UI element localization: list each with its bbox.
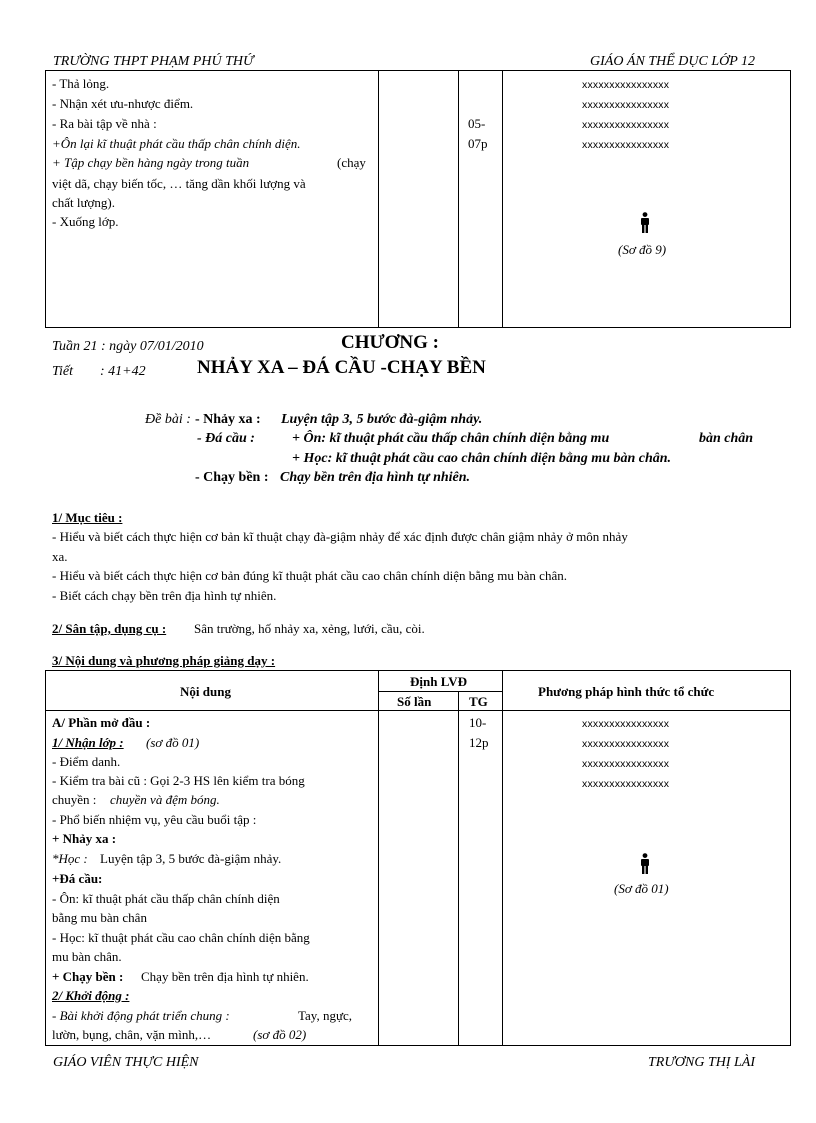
time-cell: 05- [468,116,486,131]
week-date: Tuần 21 : ngày 07/01/2010 [52,339,204,354]
homework-item-2-line3: chất lượng). [52,195,116,210]
content-heading: 3/ Nội dung và phương pháp giảng dạy : [52,653,276,668]
run-text: Chạy bền trên địa hình tự nhiên. [141,969,309,984]
topics-intro: Đề bài : [145,412,191,427]
learn-item: - Học: kĩ thuật phát cầu cao chân chính diện bằng [52,930,310,945]
school-name: TRƯỜNG THPT PHẠM PHÚ THỨ [53,54,254,69]
learn-text: Luyện tập 3, 5 bước đà-giậm nhảy. [100,851,282,866]
learn-label: *Học : [52,851,88,866]
teacher-icon [639,212,651,234]
homework-item-1: +Ôn lại kĩ thuật phát cầu thấp chân chính diện. [52,136,301,151]
equipment-text: Sân trường, hố nhảy xa, xẻng, lưới, cầu, còi. [194,621,425,636]
announce-tasks: - Phổ biến nhiệm vụ, yêu cầu buổi tập : [52,812,257,827]
warmup-exercise-2: lườn, bụng, chân, vặn mình,… [52,1027,212,1042]
part-a-heading: A/ Phần mở đầu : [52,715,151,730]
footer-teacher-label: GIÁO VIÊN THỰC HIỆN [53,1055,199,1070]
relax-line: - Thả lỏng. [52,76,110,91]
formation-row: xxxxxxxxxxxxxxxx [582,778,670,790]
objective-line: - Hiểu và biết cách thực hiện cơ bản kĩ thuật chạy đà-giậm nhảy để xác định được chân giậm nhảy ở môn nhảy [52,529,628,544]
column-header-reps: Số lần [397,694,432,709]
diagram-label: (Sơ đồ 01) [614,881,669,896]
formation-row: xxxxxxxxxxxxxxxx [582,119,670,131]
formation-row: xxxxxxxxxxxxxxxx [582,718,670,730]
objectives-heading: 1/ Mục tiêu : [52,510,123,525]
period-label: Tiết [52,364,74,379]
time-cell-2: 12p [469,735,489,750]
learn-item-2: mu bàn chân. [52,949,122,964]
document-title: GIÁO ÁN THỂ DỤC LỚP 12 [590,54,756,69]
review-item-2: bằng mu bàn chân [52,910,147,925]
shuttle-label: - Đá cầu : [197,431,255,446]
period-number: : 41+42 [100,364,146,379]
header-rule [45,70,791,71]
formation-row: xxxxxxxxxxxxxxxx [582,79,670,91]
homework-line: - Ra bài tập về nhà : [52,116,157,131]
diagram-label: (Sơ đồ 9) [618,242,667,257]
review-item: - Ôn: kĩ thuật phát cầu thấp chân chính diện [52,891,280,906]
time-cell-2: 07p [468,136,488,151]
run-label: - Chạy bền : [195,470,269,485]
homework-item-2-line2: việt dã, chạy biến tốc, … tăng dần khối lượng và [52,176,306,191]
homework-item-2: + Tập chạy bền hàng ngày trong tuần [52,155,250,170]
receive-class-label: 1/ Nhận lớp : [52,735,124,750]
dismiss-line: - Xuống lớp. [52,214,119,229]
run-text: Chạy bền trên địa hình tự nhiên. [280,470,471,485]
warmup-heading: 2/ Khởi động : [52,988,130,1003]
formation-row: xxxxxxxxxxxxxxxx [582,758,670,770]
check-old-lesson-2: chuyền : [52,792,97,807]
warmup-exercise-cont: Tay, ngực, [298,1008,353,1023]
time-cell: 10- [469,715,487,730]
shuttle-section: +Đá cầu: [52,871,103,886]
column-header-content: Nội dung [180,684,231,699]
chapter-heading: CHƯƠNG : [341,332,439,353]
warmup-exercise: - Bài khởi động phát triển chung : [52,1008,230,1023]
run-section: + Chạy bền : [52,969,124,984]
shuttle-learn: + Học: kĩ thuật phát cầu cao chân chính diện bằng mu bàn chân. [292,451,672,466]
column-header-time: TG [469,694,488,709]
check-old-lesson-2-italic: chuyền và đệm bóng. [110,792,220,807]
formation-row: xxxxxxxxxxxxxxxx [582,738,670,750]
warmup-diagram-ref: (sơ đồ 02) [253,1027,307,1042]
objective-line: - Biết cách chạy bền trên địa hình tự nhiên. [52,588,277,603]
formation-row: xxxxxxxxxxxxxxxx [582,139,670,151]
teacher-icon [639,853,651,875]
footer-teacher-name: TRƯƠNG THỊ LÀI [648,1055,756,1070]
shuttle-review: + Ôn: kĩ thuật phát cầu thấp chân chính diện bằng mu [292,431,610,446]
equipment-heading: 2/ Sân tập, dụng cụ : [52,621,167,636]
column-header-method: Phương pháp hình thức tổ chức [538,684,715,699]
column-header-dose: Định LVĐ [410,674,467,689]
shuttle-review-end: bàn chân [699,431,754,446]
review-line: - Nhận xét ưu-nhược điểm. [52,96,194,111]
roll-call: - Điểm danh. [52,754,121,769]
jump-label: - Nhảy xa : [195,412,261,427]
jump-text: Luyện tập 3, 5 bước đà-giậm nhảy. [281,412,483,427]
lesson-title: NHẢY XA – ĐÁ CẦU -CHẠY BỀN [197,357,486,378]
homework-item-2-cont: (chạy [337,155,366,170]
check-old-lesson: - Kiểm tra bài cũ : Gọi 2-3 HS lên kiểm tra bóng [52,773,305,788]
formation-row: xxxxxxxxxxxxxxxx [582,99,670,111]
objective-line: xa. [52,549,68,564]
objective-line: - Hiểu và biết cách thực hiện cơ bản đúng kĩ thuật phát cầu cao chân chính diện bằng mu bàn chân. [52,568,567,583]
receive-class-diagram: (sơ đồ 01) [146,735,200,750]
jump-section: + Nhảy xa : [52,831,117,846]
